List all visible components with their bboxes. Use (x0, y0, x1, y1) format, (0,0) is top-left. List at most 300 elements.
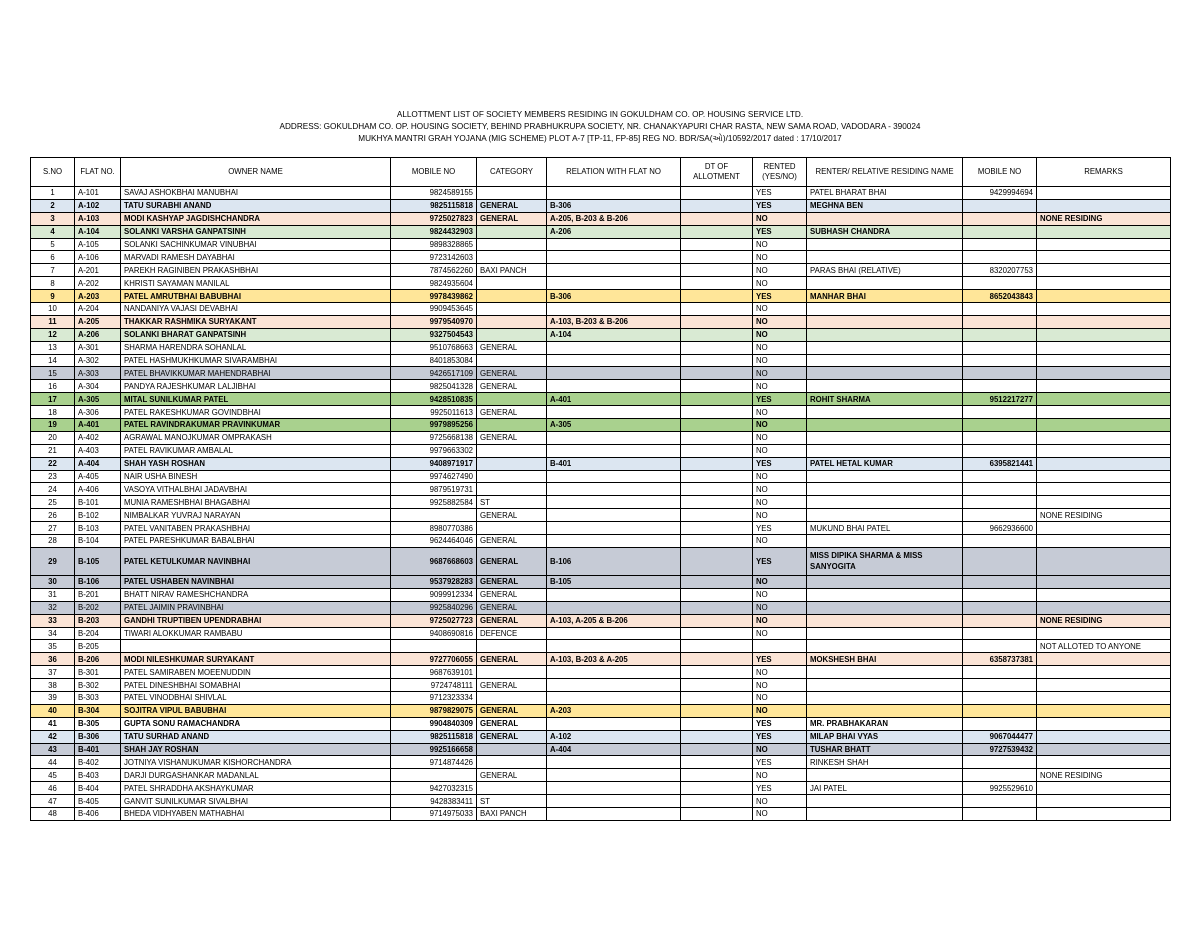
cell-rented: YES (753, 225, 807, 238)
cell-mobile-no: 9727706055 (391, 653, 477, 666)
cell-sno: 26 (31, 509, 75, 522)
cell-rented: NO (753, 588, 807, 601)
table-row (31, 601, 1171, 614)
cell-sno: 44 (31, 756, 75, 769)
cell-flat-no: B-402 (75, 756, 121, 769)
cell-dt-of-allotment (681, 187, 753, 200)
cell-renter-name (807, 795, 963, 808)
cell-owner-name: MARVADI RAMESH DAYABHAI (121, 251, 391, 264)
cell-category: GENERAL (477, 717, 547, 730)
cell-flat-no: B-305 (75, 717, 121, 730)
cell-category (477, 522, 547, 535)
cell-renter-mobile (963, 509, 1037, 522)
cell-sno: 14 (31, 354, 75, 367)
col-header-relation: RELATION WITH FLAT NO (547, 158, 681, 187)
cell-category: GENERAL (477, 367, 547, 380)
cell-dt-of-allotment (681, 457, 753, 470)
cell-rented: NO (753, 444, 807, 457)
document-title: ALLOTTMENT LIST OF SOCIETY MEMBERS RESIDING IN GOKULDHAM CO. OP. HOUSING SERVICE LTD. (396, 110, 804, 119)
cell-remarks (1037, 756, 1171, 769)
cell-relation (547, 807, 681, 820)
cell-mobile-no: 9687668603 (391, 547, 477, 575)
cell-remarks: NONE RESIDING (1037, 614, 1171, 627)
cell-owner-name: SHAH YASH ROSHAN (121, 457, 391, 470)
cell-mobile-no: 9408971917 (391, 457, 477, 470)
scheme-registration: MUKHYA MANTRI GRAH YOJANA (MIG SCHEME) PLOT A-7 [TP-11, FP-85] REG NO. BDR/SA(ઓ)/10592/2017 dated : 17/10/2017 (358, 134, 842, 143)
cell-renter-mobile (963, 483, 1037, 496)
cell-remarks: NONE RESIDING (1037, 212, 1171, 225)
cell-renter-mobile (963, 406, 1037, 419)
cell-relation (547, 691, 681, 704)
cell-rented: NO (753, 627, 807, 640)
cell-relation (547, 354, 681, 367)
cell-mobile-no: 9979663302 (391, 444, 477, 457)
cell-sno: 43 (31, 743, 75, 756)
cell-flat-no: B-105 (75, 547, 121, 575)
cell-renter-name (807, 614, 963, 627)
cell-dt-of-allotment (681, 717, 753, 730)
cell-owner-name: PATEL HASHMUKHKUMAR SIVARAMBHAI (121, 354, 391, 367)
cell-rented: NO (753, 691, 807, 704)
table-row (31, 509, 1171, 522)
cell-renter-name (807, 444, 963, 457)
cell-remarks: NONE RESIDING (1037, 769, 1171, 782)
cell-rented: YES (753, 653, 807, 666)
cell-sno: 10 (31, 303, 75, 316)
col-header-flat-no: FLAT NO. (75, 158, 121, 187)
cell-flat-no: A-101 (75, 187, 121, 200)
cell-dt-of-allotment (681, 393, 753, 406)
cell-flat-no: B-102 (75, 509, 121, 522)
cell-owner-name: SOLANKI BHARAT GANPATSINH (121, 328, 391, 341)
cell-renter-name: MILAP BHAI VYAS (807, 730, 963, 743)
cell-dt-of-allotment (681, 575, 753, 588)
cell-dt-of-allotment (681, 743, 753, 756)
cell-sno: 28 (31, 535, 75, 548)
cell-sno: 46 (31, 782, 75, 795)
table-row (31, 251, 1171, 264)
cell-category (477, 354, 547, 367)
cell-remarks (1037, 522, 1171, 535)
cell-relation: A-205, B-203 & B-206 (547, 212, 681, 225)
cell-renter-name: PARAS BHAI (RELATIVE) (807, 264, 963, 277)
cell-dt-of-allotment (681, 704, 753, 717)
cell-dt-of-allotment (681, 251, 753, 264)
cell-remarks (1037, 743, 1171, 756)
cell-mobile-no: 9879829075 (391, 704, 477, 717)
cell-renter-mobile (963, 691, 1037, 704)
cell-mobile-no: 9723142603 (391, 251, 477, 264)
cell-mobile-no (391, 640, 477, 653)
cell-category: DEFENCE (477, 627, 547, 640)
cell-sno: 7 (31, 264, 75, 277)
cell-owner-name: SOLANKI VARSHA GANPATSINH (121, 225, 391, 238)
cell-renter-mobile (963, 354, 1037, 367)
cell-remarks (1037, 367, 1171, 380)
cell-renter-mobile (963, 704, 1037, 717)
cell-remarks (1037, 264, 1171, 277)
cell-renter-name (807, 470, 963, 483)
col-header-renter-name: RENTER/ RELATIVE RESIDING NAME (807, 158, 963, 187)
cell-category: GENERAL (477, 431, 547, 444)
cell-relation: A-305 (547, 419, 681, 432)
cell-sno: 15 (31, 367, 75, 380)
cell-flat-no: B-206 (75, 653, 121, 666)
cell-flat-no: A-201 (75, 264, 121, 277)
cell-flat-no: A-406 (75, 483, 121, 496)
cell-remarks (1037, 483, 1171, 496)
cell-relation (547, 601, 681, 614)
cell-mobile-no: 9725668138 (391, 431, 477, 444)
cell-dt-of-allotment (681, 756, 753, 769)
cell-relation: A-206 (547, 225, 681, 238)
cell-renter-name: SUBHASH CHANDRA (807, 225, 963, 238)
cell-dt-of-allotment (681, 627, 753, 640)
cell-category: BAXI PANCH (477, 807, 547, 820)
cell-flat-no: B-406 (75, 807, 121, 820)
cell-sno: 32 (31, 601, 75, 614)
cell-owner-name: GANDHI TRUPTIBEN UPENDRABHAI (121, 614, 391, 627)
cell-relation: B-105 (547, 575, 681, 588)
cell-mobile-no: 9408690816 (391, 627, 477, 640)
cell-rented: NO (753, 419, 807, 432)
cell-rented: NO (753, 341, 807, 354)
table-row (31, 795, 1171, 808)
cell-renter-name (807, 483, 963, 496)
cell-renter-name (807, 704, 963, 717)
table-row (31, 588, 1171, 601)
cell-owner-name: PANDYA RAJESHKUMAR LALJIBHAI (121, 380, 391, 393)
cell-mobile-no: 9427032315 (391, 782, 477, 795)
cell-mobile-no: 9426517109 (391, 367, 477, 380)
cell-dt-of-allotment (681, 795, 753, 808)
cell-rented: YES (753, 457, 807, 470)
cell-rented: NO (753, 328, 807, 341)
cell-renter-mobile (963, 303, 1037, 316)
cell-relation (547, 238, 681, 251)
cell-flat-no: A-403 (75, 444, 121, 457)
cell-dt-of-allotment (681, 419, 753, 432)
cell-category (477, 419, 547, 432)
cell-relation (547, 795, 681, 808)
cell-sno: 9 (31, 290, 75, 303)
cell-rented: NO (753, 470, 807, 483)
cell-category (477, 743, 547, 756)
cell-renter-mobile (963, 795, 1037, 808)
table-row (31, 653, 1171, 666)
cell-renter-name: PATEL HETAL KUMAR (807, 457, 963, 470)
cell-renter-mobile: 6395821441 (963, 457, 1037, 470)
cell-renter-name (807, 341, 963, 354)
cell-mobile-no: 9824589155 (391, 187, 477, 200)
table-row (31, 756, 1171, 769)
cell-relation: B-306 (547, 290, 681, 303)
cell-mobile-no: 9979895256 (391, 419, 477, 432)
cell-rented: YES (753, 187, 807, 200)
cell-renter-name (807, 303, 963, 316)
cell-category: GENERAL (477, 341, 547, 354)
cell-rented: NO (753, 380, 807, 393)
cell-owner-name: TATU SURABHI ANAND (121, 199, 391, 212)
cell-mobile-no: 9825041328 (391, 380, 477, 393)
cell-owner-name: PATEL RAVIKUMAR AMBALAL (121, 444, 391, 457)
cell-owner-name: PATEL SHRADDHA AKSHAYKUMAR (121, 782, 391, 795)
cell-category: ST (477, 496, 547, 509)
cell-mobile-no: 9978439862 (391, 290, 477, 303)
cell-flat-no: B-205 (75, 640, 121, 653)
cell-dt-of-allotment (681, 290, 753, 303)
cell-remarks (1037, 380, 1171, 393)
cell-owner-name: BHEDA VIDHYABEN MATHABHAI (121, 807, 391, 820)
cell-dt-of-allotment (681, 367, 753, 380)
cell-flat-no: B-306 (75, 730, 121, 743)
cell-renter-name (807, 807, 963, 820)
cell-renter-mobile (963, 277, 1037, 290)
cell-remarks (1037, 547, 1171, 575)
cell-renter-name (807, 640, 963, 653)
cell-renter-mobile (963, 470, 1037, 483)
cell-relation (547, 535, 681, 548)
cell-relation (547, 717, 681, 730)
cell-rented: YES (753, 290, 807, 303)
cell-category (477, 444, 547, 457)
cell-owner-name: PAREKH RAGINIBEN PRAKASHBHAI (121, 264, 391, 277)
cell-renter-mobile (963, 315, 1037, 328)
cell-dt-of-allotment (681, 303, 753, 316)
cell-remarks (1037, 588, 1171, 601)
cell-relation (547, 264, 681, 277)
cell-owner-name (121, 640, 391, 653)
table-row (31, 187, 1171, 200)
cell-dt-of-allotment (681, 341, 753, 354)
cell-remarks (1037, 679, 1171, 692)
table-row (31, 640, 1171, 653)
cell-flat-no: A-302 (75, 354, 121, 367)
cell-remarks (1037, 199, 1171, 212)
cell-rented: NO (753, 795, 807, 808)
cell-dt-of-allotment (681, 354, 753, 367)
cell-relation (547, 627, 681, 640)
cell-rented (753, 640, 807, 653)
cell-dt-of-allotment (681, 225, 753, 238)
cell-owner-name: KHRISTI SAYAMAN MANILAL (121, 277, 391, 290)
cell-sno: 24 (31, 483, 75, 496)
cell-sno: 27 (31, 522, 75, 535)
cell-relation (547, 756, 681, 769)
cell-rented: NO (753, 679, 807, 692)
cell-mobile-no: 8401853084 (391, 354, 477, 367)
cell-mobile-no: 9979540970 (391, 315, 477, 328)
cell-category: GENERAL (477, 406, 547, 419)
cell-renter-mobile (963, 575, 1037, 588)
cell-renter-mobile: 6358737381 (963, 653, 1037, 666)
cell-renter-mobile (963, 341, 1037, 354)
table-row (31, 367, 1171, 380)
table-row (31, 627, 1171, 640)
cell-owner-name: PATEL SAMIRABEN MOEENUDDIN (121, 666, 391, 679)
cell-renter-name (807, 431, 963, 444)
cell-sno: 23 (31, 470, 75, 483)
cell-dt-of-allotment (681, 547, 753, 575)
table-row (31, 419, 1171, 432)
cell-rented: YES (753, 782, 807, 795)
cell-renter-mobile (963, 444, 1037, 457)
cell-flat-no: B-403 (75, 769, 121, 782)
cell-renter-name (807, 691, 963, 704)
cell-remarks (1037, 431, 1171, 444)
cell-category: GENERAL (477, 614, 547, 627)
cell-renter-name: RINKESH SHAH (807, 756, 963, 769)
cell-mobile-no: 9824935604 (391, 277, 477, 290)
cell-category (477, 782, 547, 795)
cell-relation (547, 251, 681, 264)
table-row (31, 199, 1171, 212)
cell-rented: NO (753, 264, 807, 277)
cell-category (477, 640, 547, 653)
cell-category (477, 238, 547, 251)
cell-flat-no: B-304 (75, 704, 121, 717)
cell-relation (547, 444, 681, 457)
cell-owner-name: PATEL DINESHBHAI SOMABHAI (121, 679, 391, 692)
cell-rented: YES (753, 393, 807, 406)
cell-flat-no: A-303 (75, 367, 121, 380)
cell-relation (547, 679, 681, 692)
cell-mobile-no: 9510768663 (391, 341, 477, 354)
cell-mobile-no: 9909453645 (391, 303, 477, 316)
cell-renter-mobile (963, 199, 1037, 212)
cell-rented: NO (753, 601, 807, 614)
cell-renter-name: JAI PATEL (807, 782, 963, 795)
cell-renter-mobile (963, 601, 1037, 614)
table-row (31, 393, 1171, 406)
cell-mobile-no: 9974627490 (391, 470, 477, 483)
cell-rented: NO (753, 807, 807, 820)
cell-remarks (1037, 354, 1171, 367)
table-row (31, 303, 1171, 316)
cell-category: GENERAL (477, 769, 547, 782)
cell-renter-name (807, 679, 963, 692)
cell-renter-name (807, 588, 963, 601)
cell-remarks (1037, 290, 1171, 303)
cell-mobile-no: 9712323334 (391, 691, 477, 704)
cell-relation (547, 666, 681, 679)
cell-relation: B-401 (547, 457, 681, 470)
cell-relation: A-103, B-203 & A-205 (547, 653, 681, 666)
cell-remarks (1037, 795, 1171, 808)
cell-relation: B-306 (547, 199, 681, 212)
cell-renter-mobile (963, 640, 1037, 653)
cell-rented: NO (753, 238, 807, 251)
cell-owner-name: PATEL KETULKUMAR NAVINBHAI (121, 547, 391, 575)
cell-flat-no: B-302 (75, 679, 121, 692)
cell-rented: YES (753, 717, 807, 730)
cell-flat-no: B-303 (75, 691, 121, 704)
cell-rented: YES (753, 730, 807, 743)
cell-remarks (1037, 470, 1171, 483)
cell-remarks (1037, 601, 1171, 614)
cell-owner-name: TIWARI ALOKKUMAR RAMBABU (121, 627, 391, 640)
cell-rented: NO (753, 743, 807, 756)
cell-flat-no: B-301 (75, 666, 121, 679)
cell-renter-mobile (963, 807, 1037, 820)
cell-rented: NO (753, 769, 807, 782)
cell-category (477, 290, 547, 303)
cell-renter-mobile (963, 225, 1037, 238)
cell-mobile-no: 9537928283 (391, 575, 477, 588)
cell-rented: NO (753, 704, 807, 717)
cell-sno: 42 (31, 730, 75, 743)
cell-flat-no: A-102 (75, 199, 121, 212)
cell-sno: 21 (31, 444, 75, 457)
table-body (31, 187, 1171, 821)
cell-owner-name: PATEL VANITABEN PRAKASHBHAI (121, 522, 391, 535)
cell-category (477, 277, 547, 290)
cell-mobile-no: 9925011613 (391, 406, 477, 419)
cell-owner-name: JOTNIYA VISHANUKUMAR KISHORCHANDRA (121, 756, 391, 769)
cell-flat-no: B-401 (75, 743, 121, 756)
cell-owner-name: VASOYA VITHALBHAI JADAVBHAI (121, 483, 391, 496)
cell-flat-no: B-104 (75, 535, 121, 548)
cell-dt-of-allotment (681, 522, 753, 535)
cell-sno: 45 (31, 769, 75, 782)
cell-remarks (1037, 238, 1171, 251)
cell-category: GENERAL (477, 535, 547, 548)
cell-sno: 29 (31, 547, 75, 575)
cell-owner-name: PATEL AMRUTBHAI BABUBHAI (121, 290, 391, 303)
cell-sno: 8 (31, 277, 75, 290)
table-row (31, 679, 1171, 692)
cell-owner-name: TATU SURHAD ANAND (121, 730, 391, 743)
cell-mobile-no: 9428383411 (391, 795, 477, 808)
cell-flat-no: A-404 (75, 457, 121, 470)
cell-renter-name: ROHIT SHARMA (807, 393, 963, 406)
table-row (31, 704, 1171, 717)
cell-rented: NO (753, 277, 807, 290)
table-row (31, 522, 1171, 535)
cell-mobile-no: 9925882584 (391, 496, 477, 509)
cell-flat-no: B-103 (75, 522, 121, 535)
cell-dt-of-allotment (681, 807, 753, 820)
cell-rented: YES (753, 547, 807, 575)
cell-sno: 33 (31, 614, 75, 627)
cell-dt-of-allotment (681, 380, 753, 393)
cell-renter-mobile: 9067044477 (963, 730, 1037, 743)
cell-flat-no: B-202 (75, 601, 121, 614)
cell-renter-mobile: 8652043843 (963, 290, 1037, 303)
table-row (31, 691, 1171, 704)
cell-renter-name: MISS DIPIKA SHARMA & MISS SANYOGITA (807, 547, 963, 575)
cell-relation: A-103, B-203 & B-206 (547, 315, 681, 328)
cell-renter-name (807, 277, 963, 290)
cell-remarks (1037, 730, 1171, 743)
cell-rented: NO (753, 535, 807, 548)
cell-renter-mobile (963, 328, 1037, 341)
table-row (31, 547, 1171, 575)
cell-rented: YES (753, 522, 807, 535)
cell-renter-mobile (963, 614, 1037, 627)
cell-renter-name (807, 315, 963, 328)
cell-category (477, 457, 547, 470)
cell-relation: A-102 (547, 730, 681, 743)
cell-flat-no: A-206 (75, 328, 121, 341)
cell-renter-mobile (963, 431, 1037, 444)
cell-relation: B-106 (547, 547, 681, 575)
cell-renter-mobile (963, 212, 1037, 225)
cell-mobile-no (391, 769, 477, 782)
cell-remarks (1037, 303, 1171, 316)
cell-renter-name: MEGHNA BEN (807, 199, 963, 212)
cell-sno: 4 (31, 225, 75, 238)
